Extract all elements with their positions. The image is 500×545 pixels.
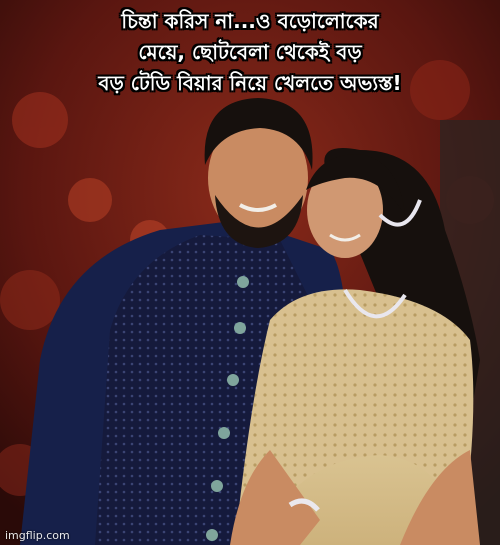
caption-line-1: চিন্তা করিস না...ও বড়োলোকের [121, 9, 379, 33]
caption-line-2: মেয়ে, ছোটবেলা থেকেই বড় [138, 40, 362, 64]
meme-caption [10, 6, 490, 99]
imgflip-watermark: imgflip.com [5, 529, 70, 542]
caption-line-3: বড় টেডি বিয়ার নিয়ে খেলতে অভ্যস্ত! [98, 71, 402, 95]
